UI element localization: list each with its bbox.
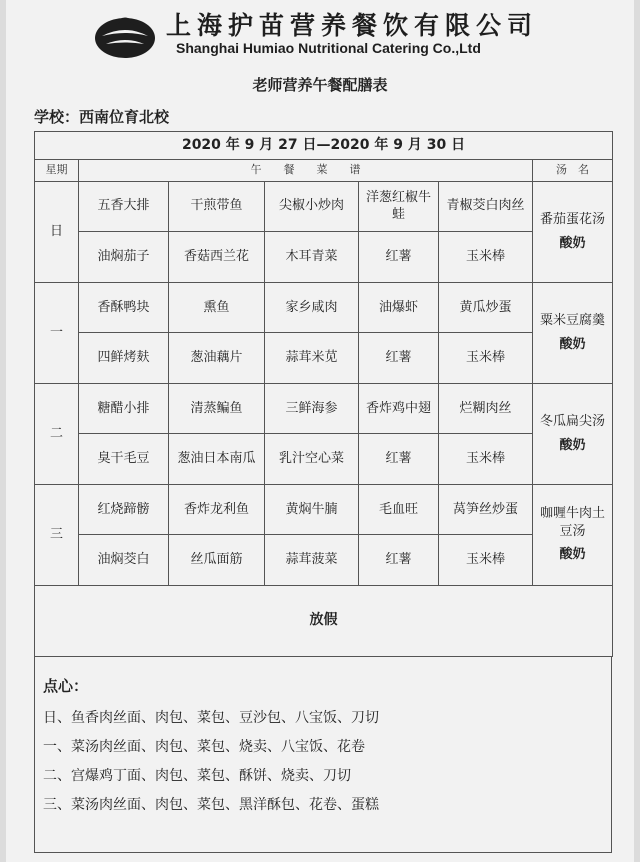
table-row	[35, 282, 613, 333]
dish-cell: 葱油藕片	[169, 333, 265, 384]
soup-name: 咖喱牛肉土豆汤	[540, 506, 606, 539]
column-header-row	[35, 159, 613, 181]
dish-cell: 油焖茭白	[79, 535, 169, 586]
list-item: 日、鱼香肉丝面、肉包、菜包、豆沙包、八宝饭、刀切	[43, 710, 379, 726]
dish-cell: 家乡咸肉	[265, 282, 359, 333]
weekday-cell: 一	[35, 282, 79, 383]
weekday-cell: 二	[35, 383, 79, 484]
dish-cell: 乳汁空心菜	[265, 434, 359, 485]
dish-cell: 熏鱼	[169, 282, 265, 333]
dish-cell: 玉米棒	[439, 333, 533, 384]
drink-name: 酸奶	[559, 437, 586, 453]
table-row	[35, 434, 613, 485]
dish-cell: 清蒸鳊鱼	[169, 383, 265, 434]
drink-name: 酸奶	[559, 336, 586, 352]
dish-cell: 香炸龙利鱼	[169, 484, 265, 535]
table-row	[35, 333, 613, 384]
dish-cell: 五香大排	[79, 181, 169, 232]
school-name: 学校：西南位育北校	[34, 108, 170, 126]
table-row	[35, 383, 613, 434]
dish-cell: 玉米棒	[439, 434, 533, 485]
weekday-cell: 三	[35, 484, 79, 585]
date-range: 2020 年 9 月 27 日—2020 年 9 月 30 日	[35, 132, 613, 160]
company-name-cn: 上海护苗营养餐饮有限公司	[166, 11, 539, 40]
soup-cell	[533, 383, 613, 484]
dish-cell: 黄瓜炒蛋	[439, 282, 533, 333]
dish-cell: 三鲜海参	[265, 383, 359, 434]
drink-name: 酸奶	[559, 547, 586, 563]
dish-cell: 玉米棒	[439, 232, 533, 283]
menu-sheet	[6, 0, 634, 862]
dish-cell: 红薯	[359, 232, 439, 283]
form-title: 老师营养午餐配膳表	[252, 76, 388, 94]
dish-cell: 香菇西兰花	[169, 232, 265, 283]
dish-cell: 油焖茄子	[79, 232, 169, 283]
soup-name: 冬瓜扁尖汤	[540, 414, 606, 430]
dish-cell: 香酥鸭块	[79, 282, 169, 333]
dish-cell: 洋葱红椒牛蛙	[359, 181, 439, 232]
dish-cell: 葱油日本南瓜	[169, 434, 265, 485]
dish-cell: 木耳青菜	[265, 232, 359, 283]
dish-cell: 莴笋丝炒蛋	[439, 484, 533, 535]
company-logo-icon	[92, 10, 158, 62]
list-item: 二、宫爆鸡丁面、肉包、菜包、酥饼、烧卖、刀切	[43, 768, 351, 784]
table-row	[35, 181, 613, 232]
dish-cell: 青椒茭白肉丝	[439, 181, 533, 232]
table-row	[35, 232, 613, 283]
table-row	[35, 535, 613, 586]
date-range-row	[35, 132, 613, 160]
soup-cell	[533, 282, 613, 383]
soup-cell	[533, 181, 613, 282]
soup-cell	[533, 484, 613, 585]
list-item: 三、菜汤肉丝面、肉包、菜包、黑洋酥包、花卷、蛋糕	[43, 797, 379, 813]
table-row	[35, 484, 613, 535]
header-soup: 汤 名	[533, 159, 613, 181]
header-weekday: 星期	[35, 159, 79, 181]
soup-name: 番茄蛋花汤	[540, 211, 606, 227]
dish-cell: 黄焖牛腩	[265, 484, 359, 535]
holiday-notice: 放假	[35, 585, 613, 656]
dish-cell: 蒜茸米苋	[265, 333, 359, 384]
soup-name: 粟米豆腐羹	[540, 313, 606, 329]
dish-cell: 臭干毛豆	[79, 434, 169, 485]
dish-cell: 红薯	[359, 535, 439, 586]
lunch-menu-table	[34, 131, 613, 657]
weekday-cell: 日	[35, 181, 79, 282]
list-item: 一、菜汤肉丝面、肉包、菜包、烧卖、八宝饭、花卷	[43, 739, 365, 755]
dish-cell: 香炸鸡中翅	[359, 383, 439, 434]
dish-cell: 毛血旺	[359, 484, 439, 535]
dish-cell: 尖椒小炒肉	[265, 181, 359, 232]
letterhead	[6, 0, 634, 100]
dish-cell: 烂糊肉丝	[439, 383, 533, 434]
dish-cell: 四鲜烤麸	[79, 333, 169, 384]
header-menu: 午 餐 菜 谱	[79, 159, 533, 181]
dish-cell: 玉米棒	[439, 535, 533, 586]
dish-cell: 红薯	[359, 434, 439, 485]
holiday-row	[35, 585, 613, 656]
snacks-section	[34, 657, 612, 853]
company-name-en: Shanghai Humiao Nutritional Catering Co.,Ltd	[176, 40, 481, 56]
dish-cell: 干煎带鱼	[169, 181, 265, 232]
dish-cell: 油爆虾	[359, 282, 439, 333]
dish-cell: 丝瓜面筋	[169, 535, 265, 586]
dish-cell: 红烧蹄髈	[79, 484, 169, 535]
dish-cell: 红薯	[359, 333, 439, 384]
dish-cell: 糖醋小排	[79, 383, 169, 434]
snacks-title: 点心：	[43, 677, 89, 695]
dish-cell: 蒜茸菠菜	[265, 535, 359, 586]
drink-name: 酸奶	[559, 235, 586, 251]
